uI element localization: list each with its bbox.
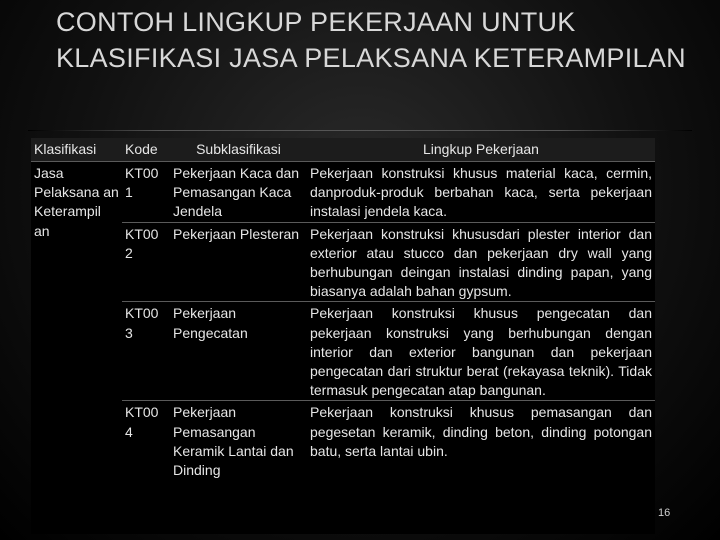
klasifikasi-cell: Jasa Pelaksana an Keterampil an: [34, 165, 119, 239]
scope-table: [31, 138, 655, 480]
header-klasifikasi: Klasifikasi: [31, 138, 122, 162]
lingkup-cell: Pekerjaan konstruksi khusus pemasangan dan pegesetan keramik, dinding beton, dinding potongan batu, serta lantai ubin.: [307, 401, 655, 480]
title-divider: [28, 130, 692, 131]
table-header-row: [31, 138, 655, 162]
table-row: [31, 162, 655, 223]
subklasifikasi-cell: Pekerjaan Kaca dan Pemasangan Kaca Jendela: [173, 165, 300, 220]
subklasifikasi-cell: Pekerjaan Pemasangan Keramik Lantai dan Dinding: [170, 401, 307, 480]
header-kode: Kode: [122, 138, 170, 162]
header-subklasifikasi: Subklasifikasi: [170, 138, 307, 162]
slide-title: CONTOH LINGKUP PEKERJAAN UNTUK KLASIFIKASI JASA PELAKSANA KETERAMPILAN: [56, 7, 686, 73]
kode-cell: KT00 1: [125, 165, 159, 201]
table-row: [31, 401, 655, 480]
lingkup-cell: Pekerjaan konstruksi khususdari plester interior dan exterior atau stucco dan pekerjaan dry wall yang berhubungan deingan instalasi dinding papan, yang biasanya adalah bahan gypsum.: [307, 222, 655, 302]
kode-cell: KT00 2: [122, 222, 170, 302]
lingkup-cell: Pekerjaan konstruksi khusus material kaca, cermin, danproduk-produk berbahan kaca, serta pekerjaan instalasi jendela kaca.: [310, 165, 652, 220]
lingkup-cell: Pekerjaan konstruksi khusus pengecatan dan pekerjaan konstruksi yang berhubungan dengan interior dan exterior bangunan dan pekerjaan pengecatan dari struktur berat (rekayasa teknik). Tidak termasuk pengecatan atap bangunan.: [307, 302, 655, 401]
kode-cell: KT00 3: [122, 302, 170, 401]
table-row: [31, 222, 655, 302]
header-lingkup: Lingkup Pekerjaan: [307, 138, 655, 162]
subklasifikasi-cell: Pekerjaan Plesteran: [170, 222, 307, 302]
table-row: [31, 302, 655, 401]
kode-cell: KT00 4: [122, 401, 170, 480]
scope-table-container: [31, 138, 655, 534]
page-number: 16: [658, 507, 671, 519]
subklasifikasi-cell: Pekerjaan Pengecatan: [170, 302, 307, 401]
